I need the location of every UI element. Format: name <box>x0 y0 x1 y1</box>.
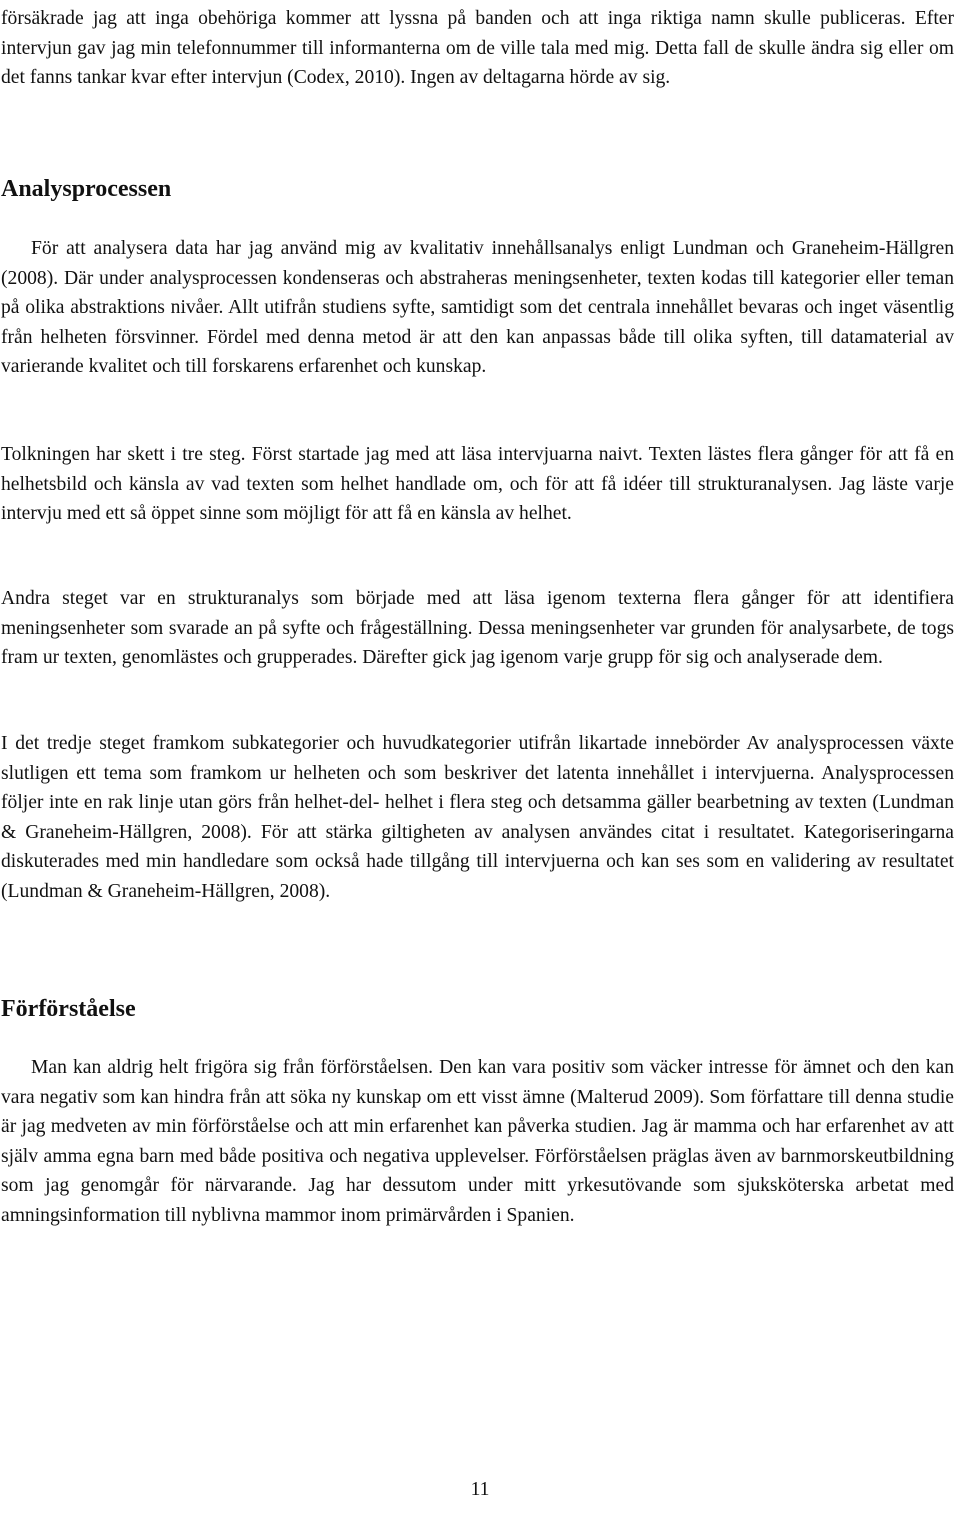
paragraph-analys-method: För att analysera data har jag använd mig av kvalitativ innehållsanalys enligt Lundman och Graneheim-Hällgren (2008). Där under analysprocessen kondenseras och abstraheras meningsenheter, texten kodas till kategorier eller teman på olika abstraktions nivåer. Allt utifrån studiens syfte, samtidigt som det centrala innehållet bevaras och inget väsentlig från helheten försvinner. Fördel med denna metod är att den kan anpassas både till olika syften, till datamaterial av varierande kvalitet och till forskarens erfarenhet och kunskap. <box>1 238 954 378</box>
paragraph-analys-step-one: Tolkningen har skett i tre steg. Först startade jag med att läsa intervjuarna naivt. Texten lästes flera gånger för att få en helhetsbild och känsla av vad texten som helhet handlade om, och för att få idéer till strukturanalysen. Jag läste varje intervju med ett så öppet sinne som möjligt för att få en känsla av helhet. <box>1 444 954 525</box>
paragraph-analys-step-two: Andra steget var en strukturanalys som började med att läsa igenom texterna flera gånger för att identifiera meningsenheter som svarade an på syfte och frågeställning. Dessa meningsenheter var grunden för analysarbete, de togs fram ur texten, genomlästes och grupperades. Därefter gick jag igenom varje grupp för sig och analyserade dem. <box>1 588 954 669</box>
heading-forforstaelse: Förförståelse <box>1 996 136 1022</box>
heading-analysprocessen: Analysprocessen <box>1 176 172 202</box>
paragraph-forforstaelse: Man kan aldrig helt frigöra sig från förförståelsen. Den kan vara positiv som väcker intresse för ämnet och den kan vara negativ som kan hindra från att söka ny kunskap om ett visst ämne (Malterud 2009). Som författare till denna studie är jag medveten av min förförståelse och att min erfarenhet kan påverka studien. Jag är mamma och har erfarenhet av att själv amma egna barn med både positiva och negativa upplevelser. Förförståelsen präglas även av barnmorskeutbildning som jag genomgår för närvarande. Jag har dessutom under mitt yrkesutövande som sjuksköterska arbetat med amningsinformation till nyblivna mammor inom primärvården i Spanien. <box>1 1057 954 1226</box>
paragraph-analys-step-three: I det tredje steget framkom subkategorier och huvudkategorier utifrån likartade innebörder Av analysprocessen växte slutligen ett tema som framkom ur helheten och som beskriver det latenta innehållet i intervjuerna. Analysprocessen följer inte en rak linje utan görs från helhet-del- helhet i flera steg och detsamma gäller bearbetning av texten (Lundman & Graneheim-Hällgren, 2008). För att stärka giltigheten av analysen användes citat i resultatet. Kategoriseringarna diskuterades med min handledare som också hade tillgång till intervjuerna och kan ses som en validering av resultatet (Lundman & Graneheim-Hällgren, 2008). <box>1 733 954 902</box>
page-number: 11 <box>470 1479 490 1500</box>
paragraph-intro-continuation: försäkrade jag att inga obehöriga kommer att lyssna på banden och att inga riktiga namn skulle publiceras. Efter intervjun gav jag min telefonnummer till informanterna om de ville tala med mig. Detta fall de skulle ändra sig eller om det fanns tankar kvar efter intervjun (Codex, 2010). Ingen av deltagarna hörde av sig. <box>1 8 954 89</box>
